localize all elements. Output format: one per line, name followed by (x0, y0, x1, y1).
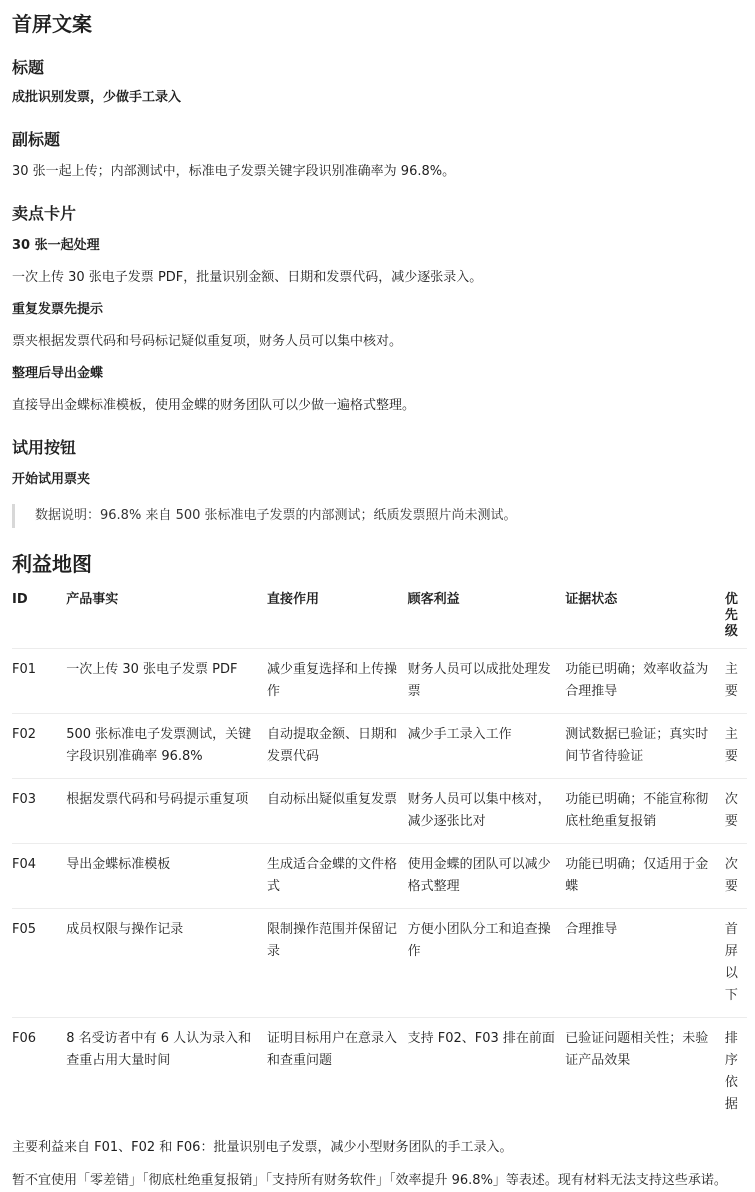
cell-id: F01 (12, 649, 66, 714)
cell-evidence: 已验证问题相关性；未验证产品效果 (565, 1018, 725, 1127)
cell-evidence: 测试数据已验证；真实时间节省待验证 (565, 714, 725, 779)
cell-fact: 成员权限与操作记录 (66, 909, 267, 1018)
cell-direct: 自动标出疑似重复发票 (267, 779, 408, 844)
button-heading: 试用按钮 (12, 438, 77, 457)
cell-priority: 主要 (725, 649, 747, 714)
cell-evidence: 功能已明确；仅适用于金蝶 (565, 844, 725, 909)
subtitle-text: 30 张一起上传；内部测试中，标准电子发票关键字段识别准确率为 96.8%。 (12, 164, 456, 179)
benefit-table (12, 582, 747, 1126)
card-title: 30 张一起处理 (12, 238, 100, 253)
header-priority: 优先级 (724, 592, 738, 639)
cell-evidence: 功能已明确；效率收益为合理推导 (565, 649, 725, 714)
cell-priority: 首屏以下 (725, 909, 747, 1018)
cell-benefit: 财务人员可以成批处理发票 (408, 649, 566, 714)
table-header-row (12, 582, 747, 649)
cell-id: F04 (12, 844, 66, 909)
card-title: 重复发票先提示 (12, 302, 104, 317)
cell-direct: 自动提取金额、日期和发票代码 (267, 714, 408, 779)
cell-priority: 次要 (725, 779, 747, 844)
cell-evidence: 功能已明确；不能宣称彻底杜绝重复报销 (565, 779, 725, 844)
cell-direct: 生成适合金蝶的文件格式 (267, 844, 408, 909)
table-row (12, 649, 747, 714)
summary-text: 主要利益来自 F01、F02 和 F06：批量识别电子发票，减少小型财务团队的手工录入。 (12, 1140, 513, 1155)
table-row (12, 844, 747, 909)
cell-benefit: 财务人员可以集中核对，减少逐张比对 (408, 779, 566, 844)
cell-fact: 一次上传 30 张电子发票 PDF (66, 649, 267, 714)
header-id: ID (12, 592, 28, 607)
cell-benefit: 方便小团队分工和追查操作 (408, 909, 566, 1018)
card-desc: 票夹根据发票代码和号码标记疑似重复项，财务人员可以集中核对。 (12, 334, 403, 349)
cell-direct: 限制操作范围并保留记录 (267, 909, 408, 1018)
cell-direct: 减少重复选择和上传操作 (267, 649, 408, 714)
table-row (12, 779, 747, 844)
table-row (12, 909, 747, 1018)
cell-benefit: 支持 F02、F03 排在前面 (408, 1018, 566, 1127)
cell-id: F06 (12, 1018, 66, 1127)
card-title: 整理后导出金蝶 (12, 366, 104, 381)
cell-fact: 500 张标准电子发票测试，关键字段识别准确率 96.8% (66, 714, 267, 779)
cell-evidence: 合理推导 (565, 909, 725, 1018)
header-fact: 产品事实 (66, 592, 119, 607)
table-row (12, 1018, 747, 1127)
trial-button-text: 开始试用票夹 (12, 472, 91, 487)
cell-fact: 导出金蝶标准模板 (66, 844, 267, 909)
cell-id: F03 (12, 779, 66, 844)
cell-priority: 主要 (725, 714, 747, 779)
subtitle-heading: 副标题 (12, 130, 61, 149)
section-title: 首屏文案 (12, 12, 92, 36)
caution-text: 暂不宜使用「零差错」「彻底杜绝重复报销」「支持所有财务软件」「效率提升 96.8%」等表述。现有材料无法支持这些承诺。 (12, 1173, 727, 1188)
cell-fact: 根据发票代码和号码提示重复项 (66, 779, 267, 844)
cell-priority: 排序依据 (725, 1018, 747, 1127)
headline-text: 成批识别发票，少做手工录入 (12, 90, 182, 105)
data-note: 数据说明：96.8% 来自 500 张标准电子发票的内部测试；纸质发票照片尚未测试。 (12, 504, 743, 528)
benefit-map-title: 利益地图 (12, 552, 92, 576)
title-heading: 标题 (12, 58, 45, 77)
cards-heading: 卖点卡片 (12, 204, 77, 223)
header-direct: 直接作用 (267, 592, 320, 607)
table-row (12, 714, 747, 779)
card-desc: 一次上传 30 张电子发票 PDF，批量识别金额、日期和发票代码，减少逐张录入。 (12, 270, 483, 285)
card-desc: 直接导出金蝶标准模板，使用金蝶的财务团队可以少做一遍格式整理。 (12, 398, 416, 413)
cell-id: F05 (12, 909, 66, 1018)
cell-id: F02 (12, 714, 66, 779)
selling-point-cards (12, 236, 743, 416)
header-evidence: 证据状态 (565, 592, 618, 607)
cell-benefit: 使用金蝶的团队可以减少格式整理 (408, 844, 566, 909)
cell-priority: 次要 (725, 844, 747, 909)
header-benefit: 顾客利益 (407, 592, 460, 607)
cell-benefit: 减少手工录入工作 (408, 714, 566, 779)
cell-direct: 证明目标用户在意录入和查重问题 (267, 1018, 408, 1127)
cell-fact: 8 名受访者中有 6 人认为录入和查重占用大量时间 (66, 1018, 267, 1127)
